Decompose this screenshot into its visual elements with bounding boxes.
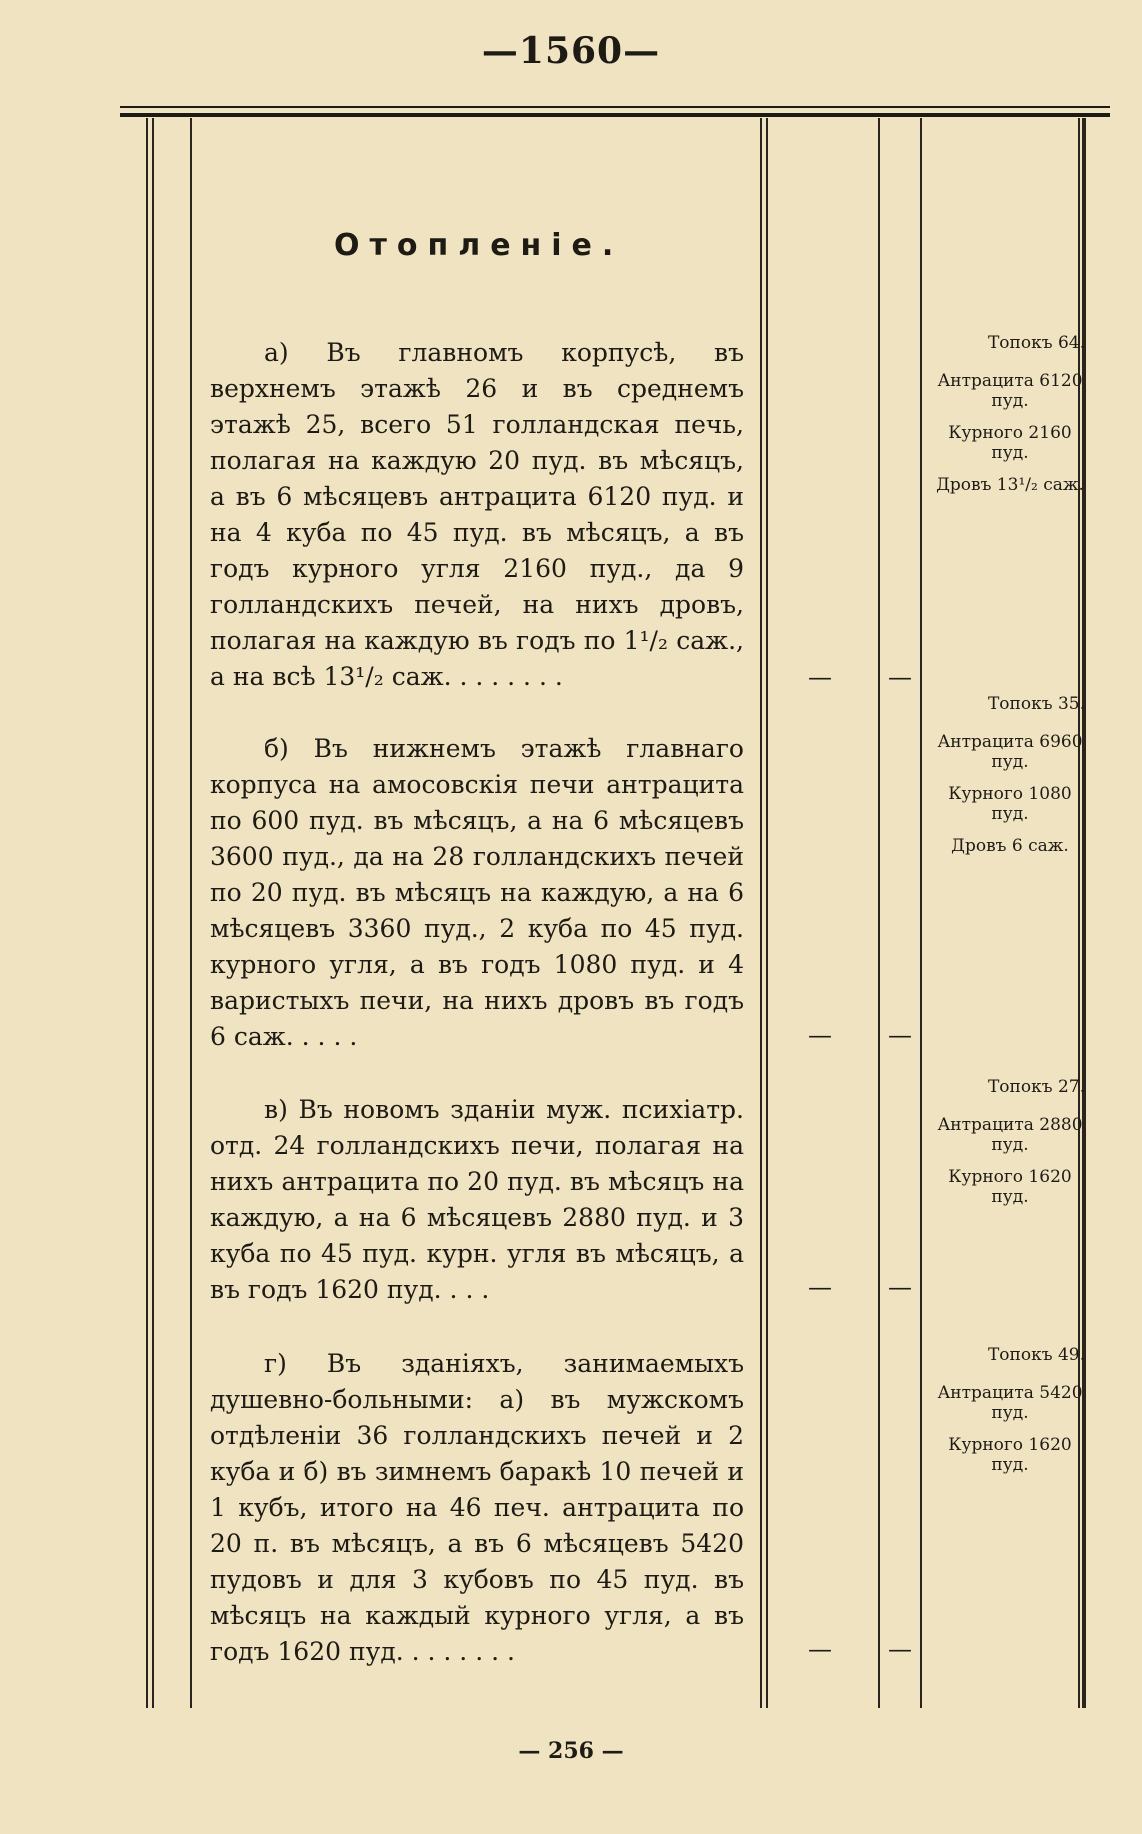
column-rule bbox=[760, 118, 762, 1708]
dash-mark: — bbox=[888, 1635, 912, 1663]
note-stokeholes: Топокъ 49. bbox=[987, 1345, 1085, 1365]
dash-mark: — bbox=[808, 1273, 832, 1301]
dash-mark: — bbox=[888, 1021, 912, 1049]
entry-text: г) Въ зданіяхъ, занимаемыхъ душевно-больными: а) въ мужскомъ отдѣленіи 36 голландскихъ печей и 2 куба и б) въ зимнемъ баракѣ 10 печей и 1 кубъ, итого на 46 печ. антрацита по 20 п. въ мѣсяцъ, а въ 6 мѣсяцевъ 5420 пудовъ и для 3 кубовъ по 45 пуд. въ мѣсяцъ на каждый курного угля, а въ годъ 1620 пуд. . . . . . . . bbox=[210, 1349, 744, 1666]
column-rule bbox=[152, 118, 154, 1708]
note-coal: Курного 1620 пуд. bbox=[948, 1435, 1072, 1475]
dash-mark: — bbox=[888, 663, 912, 691]
margin-notes bbox=[935, 1345, 1085, 1487]
dash-mark: — bbox=[808, 1635, 832, 1663]
dash-mark: — bbox=[808, 1021, 832, 1049]
margin-notes bbox=[935, 1077, 1085, 1219]
note-firewood: Дровъ 13¹/₂ саж. bbox=[936, 475, 1084, 495]
note-anthracite: Антрацита 6120 пуд. bbox=[937, 371, 1083, 411]
note-coal: Курного 1080 пуд. bbox=[948, 784, 1072, 824]
column-rule bbox=[920, 118, 922, 1708]
column-rule bbox=[190, 118, 192, 1708]
margin-notes bbox=[935, 694, 1085, 868]
note-stokeholes: Топокъ 64. bbox=[987, 333, 1085, 353]
column-rule bbox=[878, 118, 880, 1708]
note-anthracite: Антрацита 6960 пуд. bbox=[937, 732, 1083, 772]
dash-mark: — bbox=[808, 663, 832, 691]
column-rule bbox=[766, 118, 768, 1708]
margin-notes bbox=[935, 333, 1085, 507]
note-anthracite: Антрацита 5420 пуд. bbox=[937, 1383, 1083, 1423]
entry-text: в) Въ новомъ зданіи муж. психіатр. отд. 24 голландскихъ печи, полагая на нихъ антрацита по 20 пуд. въ мѣсяцъ на каждую, а на 6 мѣсяцевъ 2880 пуд. и 3 куба по 45 пуд. курн. угля въ мѣсяцъ, а въ годъ 1620 пуд. . . . bbox=[210, 1095, 744, 1304]
section-title: Отопленіе. bbox=[334, 228, 624, 263]
column-rule bbox=[146, 118, 148, 1708]
entry-text: а) Въ главномъ корпусѣ, въ верхнемъ этажѣ 26 и въ среднемъ этажѣ 25, всего 51 голландская печь, полагая на каждую 20 пуд. въ мѣсяцъ, а въ 6 мѣсяцевъ антрацита 6120 пуд. и на 4 куба по 45 пуд. въ мѣсяцъ, а въ годъ курного угля 2160 пуд., да 9 голландскихъ печей, на нихъ дровъ, полагая на каждую въ годъ по 1¹/₂ саж., а на всѣ 13¹/₂ саж. . . . . . . . bbox=[210, 338, 744, 691]
dash-mark: — bbox=[888, 1273, 912, 1301]
entry-text: б) Въ нижнемъ этажѣ главнаго корпуса на амосовскія печи антрацита по 600 пуд. въ мѣсяцъ, а на 6 мѣсяцевъ 3600 пуд., да на 28 голландскихъ печей по 20 пуд. въ мѣсяцъ на каждую, а на 6 мѣсяцевъ 3360 пуд., 2 куба по 45 пуд. курного угля, а въ годъ 1080 пуд. и 4 варистыхъ печи, на нихъ дровъ въ годъ 6 саж. . . . . bbox=[210, 734, 744, 1051]
top-rule bbox=[120, 106, 1110, 108]
note-coal: Курного 1620 пуд. bbox=[948, 1167, 1072, 1207]
page-footer: — 256 — bbox=[518, 1738, 624, 1764]
note-coal: Курного 2160 пуд. bbox=[948, 423, 1072, 463]
note-firewood: Дровъ 6 саж. bbox=[951, 836, 1069, 856]
page-number: —1560— bbox=[481, 30, 661, 72]
note-anthracite: Антрацита 2880 пуд. bbox=[937, 1115, 1083, 1155]
note-stokeholes: Топокъ 35. bbox=[987, 694, 1085, 714]
note-stokeholes: Топокъ 27. bbox=[987, 1077, 1085, 1097]
top-rule bbox=[120, 113, 1110, 117]
